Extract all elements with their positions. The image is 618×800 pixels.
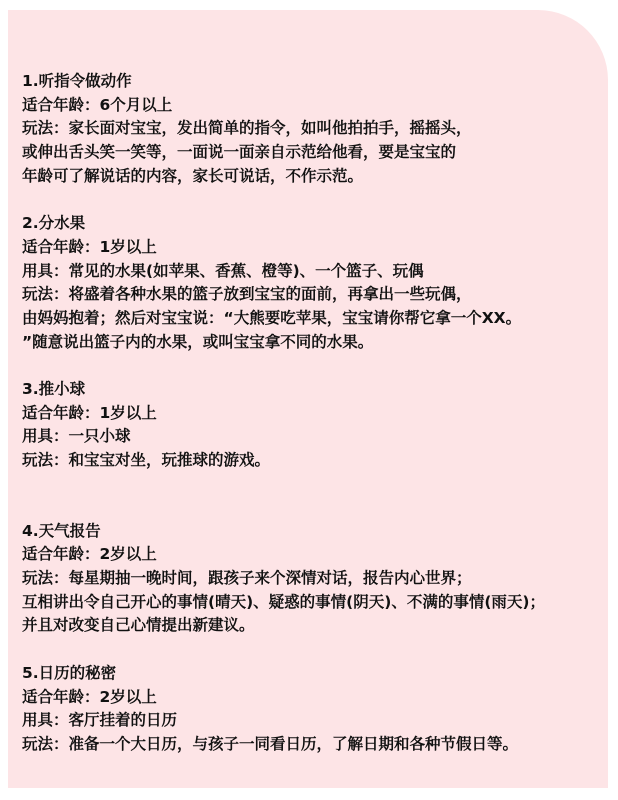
spacer xyxy=(22,473,612,520)
section-line: 并且对改变自己心情提出新建议。 xyxy=(22,616,255,635)
section-title: 4.天气报告 xyxy=(22,521,101,540)
spacer xyxy=(22,638,612,662)
section-line: 年龄可了解说话的内容，家长可说话，不作示范。 xyxy=(22,166,364,185)
section-line: 互相讲出令自己开心的事情(晴天)、疑惑的事情(阴天)、不满的事情(雨天)； xyxy=(22,592,546,611)
section-line: 用具：常见的水果(如苹果、香蕉、橙等)、一个篮子、玩偶 xyxy=(22,261,424,280)
section-line: 用具：客厅挂着的日历 xyxy=(22,711,178,730)
section-2 xyxy=(22,212,612,354)
section-5 xyxy=(22,662,612,757)
section-line: ”随意说出篮子内的水果，或叫宝宝拿不同的水果。 xyxy=(22,332,374,351)
section-title: 3.推小球 xyxy=(22,379,86,398)
section-line: 玩法：家长面对宝宝，发出简单的指令，如叫他拍拍手，摇摇头， xyxy=(22,119,472,138)
section-line: 适合年龄：6个月以上 xyxy=(22,95,173,114)
section-line: 由妈妈抱着；然后对宝宝说：“大熊要吃苹果，宝宝请你帮它拿一个XX。 xyxy=(22,308,522,327)
section-1 xyxy=(22,70,612,188)
section-line: 玩法：将盛着各种水果的篮子放到宝宝的面前，再拿出一些玩偶， xyxy=(22,285,472,304)
spacer xyxy=(22,188,612,212)
activity-list xyxy=(22,70,612,757)
section-title: 2.分水果 xyxy=(22,214,86,233)
section-line: 适合年龄：1岁以上 xyxy=(22,403,157,422)
section-line: 玩法：和宝宝对坐，玩推球的游戏。 xyxy=(22,451,271,469)
section-line: 或伸出舌头笑一笑等，一面说一面亲自示范给他看，要是宝宝的 xyxy=(22,143,457,162)
section-line: 玩法：每星期抽一晚时间，跟孩子来个深情对话，报告内心世界； xyxy=(22,569,472,588)
section-line: 适合年龄：2岁以上 xyxy=(22,545,157,564)
section-line: 用具：一只小球 xyxy=(22,427,131,446)
section-title: 5.日历的秘密 xyxy=(22,663,117,682)
section-line: 玩法：准备一个大日历，与孩子一同看日历，了解日期和各种节假日等。 xyxy=(22,734,519,753)
spacer xyxy=(22,354,612,378)
section-title: 1.听指令做动作 xyxy=(22,72,132,90)
section-4 xyxy=(22,520,612,638)
section-line: 适合年龄：1岁以上 xyxy=(22,237,157,256)
section-3 xyxy=(22,378,612,473)
section-line: 适合年龄：2岁以上 xyxy=(22,687,157,706)
